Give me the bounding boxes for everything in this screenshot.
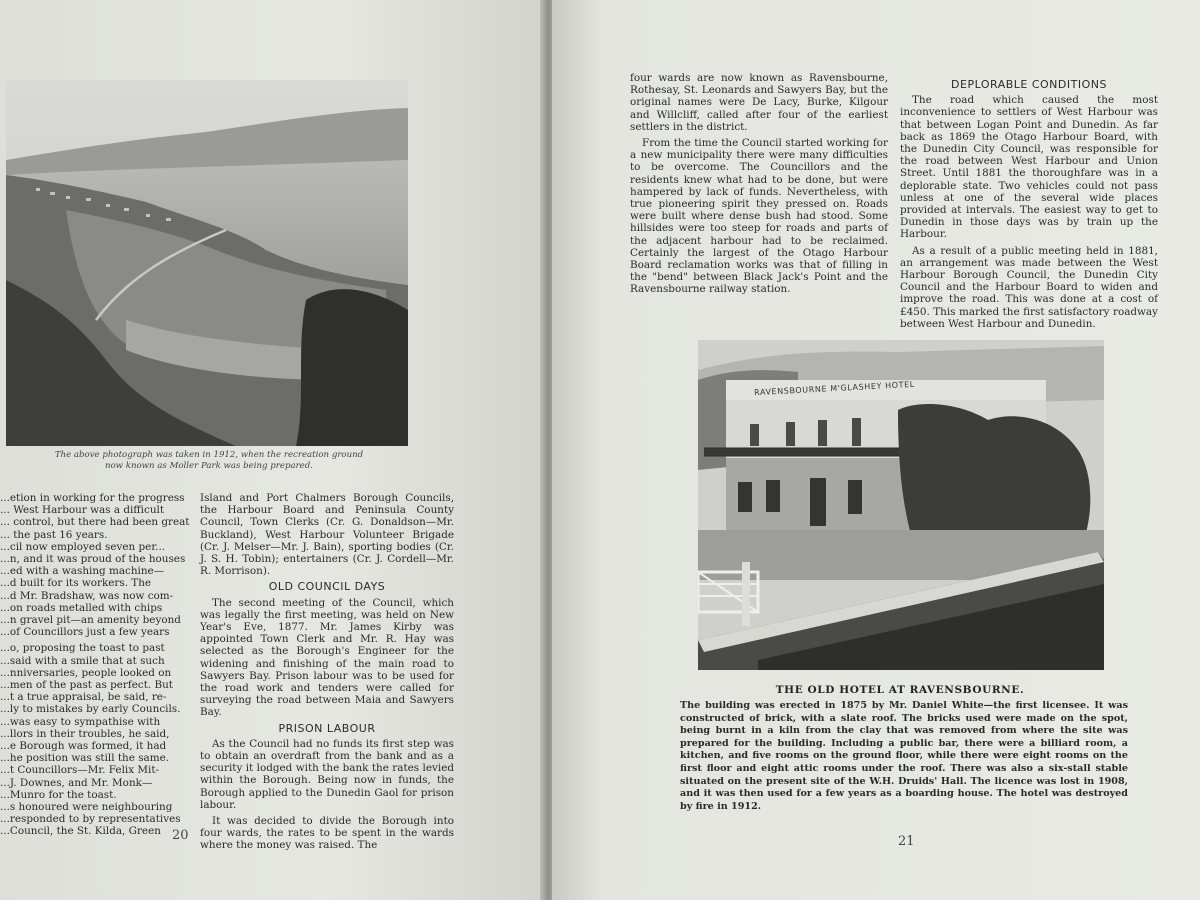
right-col1-paragraph: four wards are now known as Ravensbourne, Rothesay, St. Leonards and Sawyers Bay, but the original names were De Lacy, Burke, Kilgour and Willcliff, called after four of the earliest settlers in the district. xyxy=(630,72,888,133)
right-col2-paragraph: As a result of a public meeting held in 1881, an arrangement was made between the West Harbour Borough Council, the Dunedin City Council and the Harbour Board to widen and improve the road. This was done at a cost of £450. This marked the first satisfactory roadway between West Harbour and Dunedin. xyxy=(900,244,1158,330)
left-column-1 xyxy=(0,492,192,842)
heading-prison-labour: PRISON LABOUR xyxy=(278,721,376,735)
left-column-2 xyxy=(200,492,454,856)
left-page xyxy=(0,0,548,900)
left-col2-paragraph: As the Council had no funds its first step was to obtain an overdraft from the bank and as a security it lodged with the bank the rates levied within the Borough. Being now in funds, the Borough applied to the Dunedin Gaol for prison labour. xyxy=(200,737,454,811)
heading-deplorable-conditions: DEPLORABLE CONDITIONS xyxy=(951,78,1107,91)
hotel-photo xyxy=(698,340,1104,670)
hotel-sign-text: RAVENSBOURNE M'GLASHEY HOTEL xyxy=(753,379,916,398)
hotel-photo-title: THE OLD HOTEL AT RAVENSBOURNE. xyxy=(775,684,1025,696)
left-col1-paragraph: ...etion in working for the progress ... West Harbour was a difficult ... control, but there had been great ... the past 16 years. ...cil now employed seven per... ...n, and it was proud of the houses ...ed with a washing machine— ...d built for its workers. The ...d Mr. Bradshaw, was now com- ...on roads metalled with chips ...n gravel pit—an amenity beyond ...of Councillors just a few years xyxy=(0,492,190,639)
harbour-photo-caption: The above photograph was taken in 1912, when the recreation ground now known as Moller Park was being prepared. xyxy=(54,450,364,471)
left-col2-paragraph: Island and Port Chalmers Borough Councils, the Harbour Board and Peninsula County Council, Town Clerks (Cr. G. Donaldson—Mr. Buckland), West Harbour Volunteer Brigade (Cr. J. Melser—Mr. J. Bain), sporting bodies (Cr. J. S. H. Tobin); entertainers (Cr. J. Cordell—Mr. R. Morrison). xyxy=(200,492,454,578)
right-column-1 xyxy=(630,72,888,300)
left-col2-paragraph: It was decided to divide the Borough into four wards, the rates to be spent in the wards where the money was raised. The xyxy=(200,815,454,852)
hotel-photo-caption: The building was erected in 1875 by Mr. Daniel White—the first licensee. It was constructed of brick, with a slate roof. The bricks used were made on the spot, being burnt in a kiln from the clay that was removed from where the site was prepared for the building. Including a public bar, there were a billiard room, a kitchen, and five rooms on the ground floor, while there were eight rooms on the first floor and eight attic rooms under the roof. There was also a six-stall stable situated on the present site of the W.H. Druids' Hall. The licence was lost in 1908, and it was then used for a few years as a boarding house. The hotel was destroyed by fire in 1912. xyxy=(680,700,1128,812)
harbour-photo xyxy=(6,80,408,446)
heading-old-council-days: OLD COUNCIL DAYS xyxy=(268,580,386,594)
left-col2-paragraph: The second meeting of the Council, which was legally the first meeting, was held on New Year's Eve, 1877. Mr. James Kirby was appointed Town Clerk and Mr. R. Hay was selected as the Borough's Engineer for the widening and finishing of the main road to Sawyers Bay. Prison labour was to be used for the road work and tenders were called for surveying the road between Maia and Sawyers Bay. xyxy=(200,596,454,719)
right-column-2 xyxy=(900,76,1158,334)
right-col1-paragraph: From the time the Council started working for a new municipality there were many difficulties to be overcome. The Councillors and the residents knew what had to be done, but were hampered by lack of funds. Nevertheless, with true pioneering spirit they pressed on. Roads were built where dense bush had stood. Some hillsides were too steep for roads and parts of the adjacent harbour had to be reclaimed. Certainly the largest of the Otago Harbour Board reclamation works was that of filling in the "bend" between Black Jack's Point and the Ravensbourne railway station. xyxy=(630,137,888,296)
page-number-left: 20 xyxy=(172,828,189,843)
page-number-right: 21 xyxy=(898,834,915,849)
right-col2-paragraph: The road which caused the most inconvenience to settlers of West Harbour was that between Logan Point and Dunedin. As far back as 1869 the Otago Harbour Board, with the Dunedin City Council, was responsible for the road between West Harbour and Union Street. Until 1881 the thoroughfare was in a deplorable state. Two vehicles could not pass unless at one of the several wide places provided at intervals. The easiest way to get to Dunedin in those days was by train up the Harbour. xyxy=(900,94,1158,241)
left-col1-paragraph: ...o, proposing the toast to past ...said with a smile that at such ...nniversaries, people looked on ...men of the past as perfect. But ...t a true appraisal, be said, re- ...ly to mistakes by early Councils. ...was easy to sympathise with ...llors in their troubles, he said, ...e Borough was formed, it had ...he position was still the same. ...t Councillors—Mr. Felix Mit- ...J. Downes, and Mr. Monk— ...Munro for the toast. ...s honoured were neighbouring ...responded to by representatives ...Council, the St. Kilda, Green xyxy=(0,642,181,838)
